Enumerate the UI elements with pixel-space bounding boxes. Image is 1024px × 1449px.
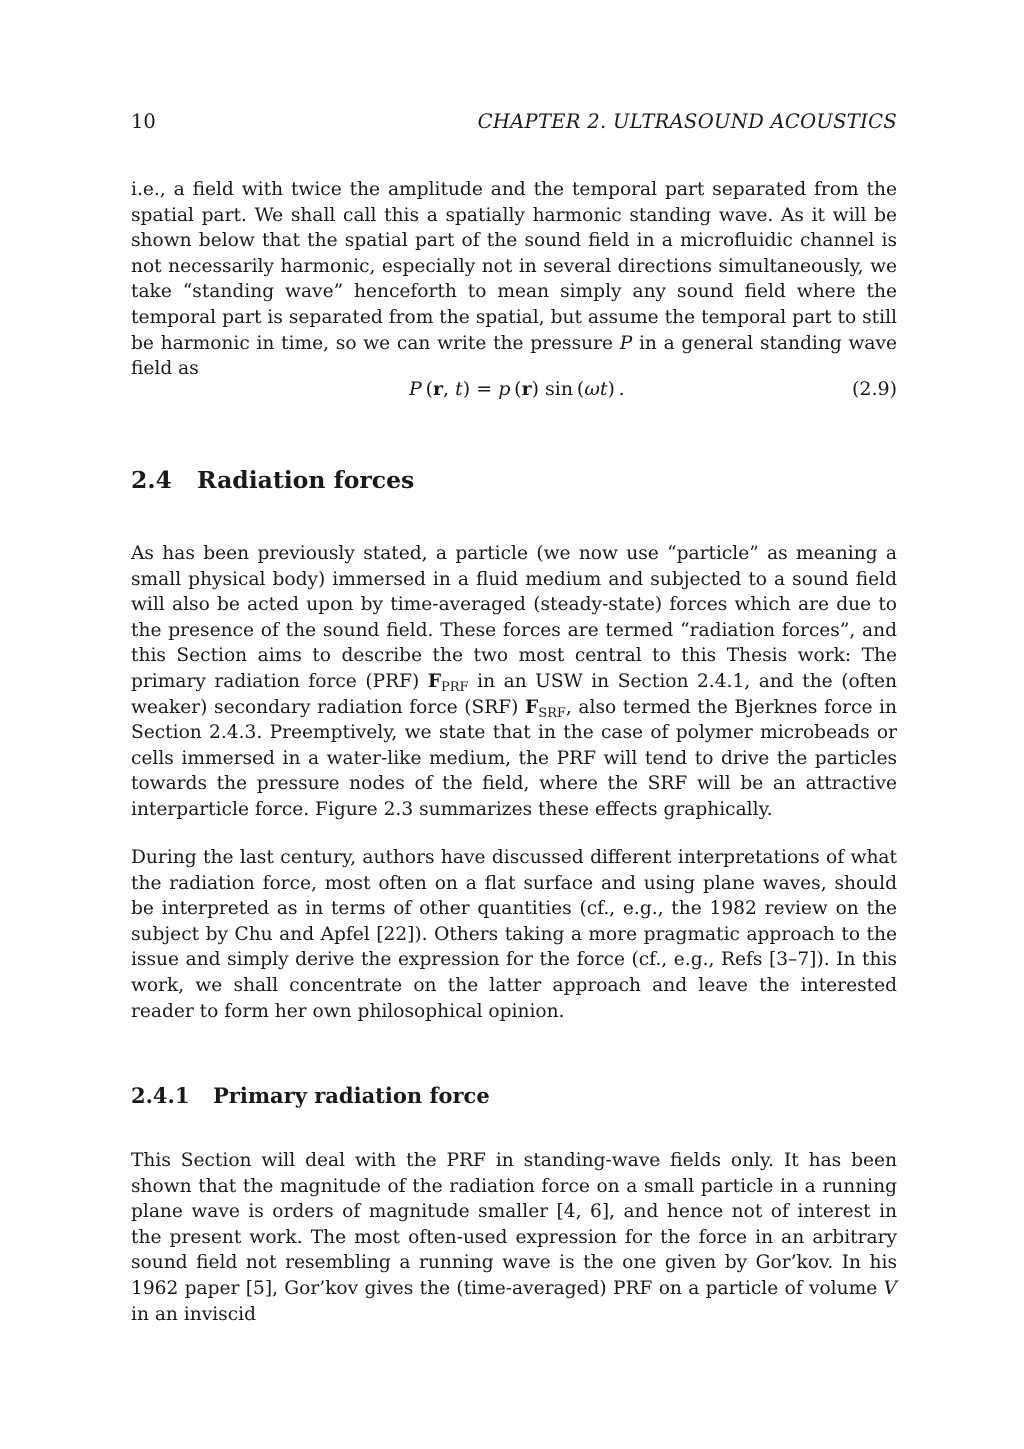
subsection-number: 2.4.1: [131, 1083, 190, 1108]
paragraph-2-part-a: As has been previously stated, a particle (we now use “particle” as meaning a small physical body) immersed in a fluid medium and subjected to a sound field will also be acted upon by time-averaged (steady-state) forces which are due to the presence of the sound field. These forces are termed “radiation forces”, and this Section aims to describe the two most central to this Thesis work: The primary radiation force (PRF): [131, 543, 897, 692]
paragraph-2-part-b: in an USW in Section 2.4.1, and the (often weaker) secondary radiation force (SRF): [131, 670, 898, 718]
paragraph-1: i.e., a field with twice the amplitude and the temporal part separated from the spatial part. We shall call this a spatially harmonic standing wave. As it will be shown below that the spatial part of the sound field in a microfluidic channel is not necessarily harmonic, especially not in several directions simultaneously, we take “standing wave” henceforth to mean simply any sound field where the temporal part is separated from the spatial, but assume the temporal part to still be harmonic in time, so we can write the pressure P in a general standing wave field as: [131, 179, 897, 380]
paragraph-2: As has been previously stated, a particle (we now use “particle” as meaning a small physical body) immersed in a fluid medium and subjected to a sound field will also be acted upon by time-averaged (steady-state) forces which are due to the presence of the sound field. These forces are termed “radiation forces”, and this Section aims to describe the two most central to this Thesis work: The primary radiation force (PRF) $F_{PRF}$ in an USW in Section 2.4.1, and the (often weaker) secondary radiation force (SRF) $F_{SRF}$, also termed the Bjerknes force in Section 2.4.3. Preemptively, we state that in the case of polymer microbeads or cells immersed in a water-like medium, the PRF will tend to drive the particles towards the pressure nodes of the field, where the SRF will be an attractive interparticle force. Figure 2.3 summarizes these effects graphically.: [131, 543, 898, 820]
subsection-title: Primary radiation force: [213, 1083, 490, 1108]
equation-number: (2.9): [851, 378, 897, 400]
paragraph-2-part-c: , also termed the Bjerknes force in Section 2.4.3. Preemptively, we state that in the case of polymer microbeads or cells immersed in a water-like medium, the PRF will tend to drive the particles towards the pressure nodes of the field, where the SRF will be an attractive interparticle force. Figure 2.3 summarizes these effects graphically.: [131, 696, 897, 820]
equation-body: P (r, t) = p (r) sin (ωt) .: [409, 378, 625, 400]
section-heading: [131, 466, 414, 494]
paragraph-4: This Section will deal with the PRF in standing-wave fields only. It has been shown that the magnitude of the radiation force on a small particle in a running plane wave is orders of magnitude smaller [4, 6], and hence not of interest in the present work. The most often-used expression for the force in an arbitrary sound field not resembling a running wave is the one given by Gor’kov. In his 1962 paper [5], Gor’kov gives the (time-averaged) PRF on a particle of volume V in an inviscid: [131, 1150, 897, 1325]
chapter-title: CHAPTER 2. ULTRASOUND ACOUSTICS: [477, 110, 897, 133]
section-title: Radiation forces: [197, 466, 415, 494]
running-header: [131, 110, 897, 136]
equation-2-9: [131, 378, 897, 406]
section-number: 2.4: [131, 466, 172, 494]
math-variable: V: [883, 1277, 897, 1299]
math-variable: P: [619, 332, 633, 354]
page-number: 10: [131, 110, 156, 133]
subsection-heading: [131, 1083, 490, 1108]
paragraph-3: During the last century, authors have discussed different interpretations of what the radiation force, most often on a flat surface and using plane waves, should be interpreted as in terms of other quantities (cf., e.g., the 1982 review on the subject by Chu and Apfel [22]). Others taking a more pragmatic approach to the issue and simply derive the expression for the force (cf., e.g., Refs [3–7]). In this work, we shall concentrate on the latter approach and leave the interested reader to form her own philosophical opinion.: [131, 847, 897, 1022]
